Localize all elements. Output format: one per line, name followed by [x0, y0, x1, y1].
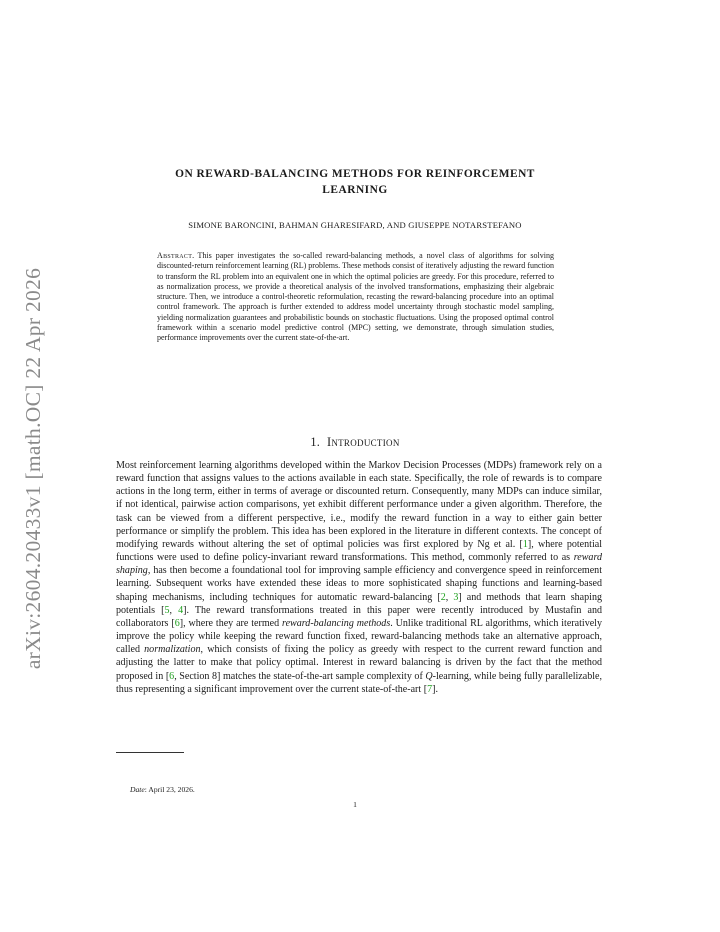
intro-text-7: . Unlike traditional RL algorithms, which iteratively improve the policy while keeping the reward function fixed, reward-balancing methods take an alternative approach, called	[116, 617, 602, 656]
abstract-text: This paper investigates the so-called reward-balancing methods, a novel class of algorithms for solving discounted-return reinforcement learning (RL) problems. These methods consist of iteratively adjusting the reward function to transform the RL problem into an equivalent one in which the optimal policies are greedy. For this procedure, referred to as normalization process, we provide a theoretical analysis of the involved transformations, emphasizing their algebraic structure. Then, we introduce a control-theoretic reformulation, recasting the reward-balancing procedure into an optimal control framework. The approach is further extended to address model uncertainty through stochastic model sampling, yielding normalization guarantees and probabilistic bounds on stochastic fluctuations. Using the proposed optimal control framework within a scenario model predictive control (MPC) setting, we demonstrate, through simulation studies, performance improvements over the current state-of-the-art.	[157, 251, 554, 343]
emphasis-normalization: normalization	[144, 644, 201, 656]
math-q: Q	[425, 670, 433, 682]
citation-link[interactable]: 7	[427, 683, 433, 695]
section-heading-introduction	[120, 435, 590, 450]
footnote-date-label: Date	[130, 785, 145, 794]
footnote-rule	[116, 752, 184, 753]
emphasis-reward-shaping: reward shaping	[116, 552, 602, 577]
intro-text-8: , which consists of fixing the policy as greedy with respect to the current reward function and adjusting the latter to make that policy optimal. Interest in reward balancing is driven by the fact that the method proposed in [	[116, 644, 602, 682]
citation-link[interactable]: 6	[174, 617, 180, 629]
section-title: Introduction	[326, 435, 400, 449]
section-number: 1.	[310, 435, 321, 449]
arxiv-identifier-text: arXiv:2604.20433v1 [math.OC] 22 Apr 2026	[21, 267, 46, 669]
intro-text-11: ].	[432, 683, 438, 695]
footnote-date-text: : April 23, 2026.	[144, 785, 195, 794]
intro-text-9: , Section 8] matches the state-of-the-art sample complexity of	[174, 670, 426, 682]
introduction-paragraph	[116, 459, 602, 696]
intro-text-2: ], where potential functions were used to define policy-invariant reward transformations. This method, commonly referred to as	[116, 538, 602, 564]
emphasis-reward-balancing-methods: reward-balancing methods	[282, 617, 391, 629]
citation-link[interactable]: 1	[522, 538, 528, 550]
arxiv-identifier-stamp	[20, 248, 48, 688]
citation-link[interactable]: 6	[169, 670, 175, 682]
intro-text-4: ] and methods that learn shaping potentials [	[116, 591, 602, 616]
citation-link[interactable]: 4	[178, 604, 184, 616]
citation-link[interactable]: 2	[440, 591, 446, 603]
citation-separator: ,	[169, 604, 179, 616]
footnote-date	[130, 785, 195, 794]
citation-link[interactable]: 5	[164, 604, 170, 616]
intro-text-1: Most reinforcement learning algorithms developed within the Markov Decision Processes (MDPs) framework rely on a reward function that assigns values to the actions available in each state. Specifically, the role of rewards is to compare actions in the long term, either in terms of average or discounted return. Consequently, many MDPs can induce similar, if not identical, pairwise action comparisons, yet exhibit different performance under a given algorithm. Therefore, the task can be viewed from a different perspective, i.e., modify the reward function in a way to either gain better performance or simplify the problem. This idea has been explored in the literature in different contexts. The concept of modifying rewards without altering the set of optimal policies was first explored by Ng et al. [	[116, 460, 602, 550]
intro-text-5: ]. The reward transformations treated in this paper were recently introduced by Mustafin and collaborators [	[116, 604, 602, 629]
citation-separator: ,	[445, 591, 454, 603]
page-number: 1	[353, 800, 357, 809]
paper-title	[120, 166, 590, 198]
intro-text-6: ], where they are termed	[179, 617, 283, 629]
author-list: SIMONE BARONCINI, BAHMAN GHARESIFARD, AND GIUSEPPE NOTARSTEFANO	[188, 220, 522, 230]
abstract-label: Abstract.	[157, 251, 195, 260]
paper-title-line-1: ON REWARD-BALANCING METHODS FOR REINFORCEMENT	[175, 168, 535, 180]
abstract	[157, 251, 554, 344]
citation-link[interactable]: 3	[453, 591, 459, 603]
paper-title-line-2: LEARNING	[322, 184, 388, 196]
intro-text-10: -learning, while being fully parallelizable, thus representing a significant improvement over the current state-of-the-art [	[116, 670, 602, 695]
intro-text-3: , has then become a foundational tool for improving sample efficiency and convergence speed in reinforcement learning. Subsequent works have extended these ideas to more sophisticated shaping functions and learning-based shaping mechanisms, including techniques for automatic reward-balancing [	[116, 565, 602, 603]
